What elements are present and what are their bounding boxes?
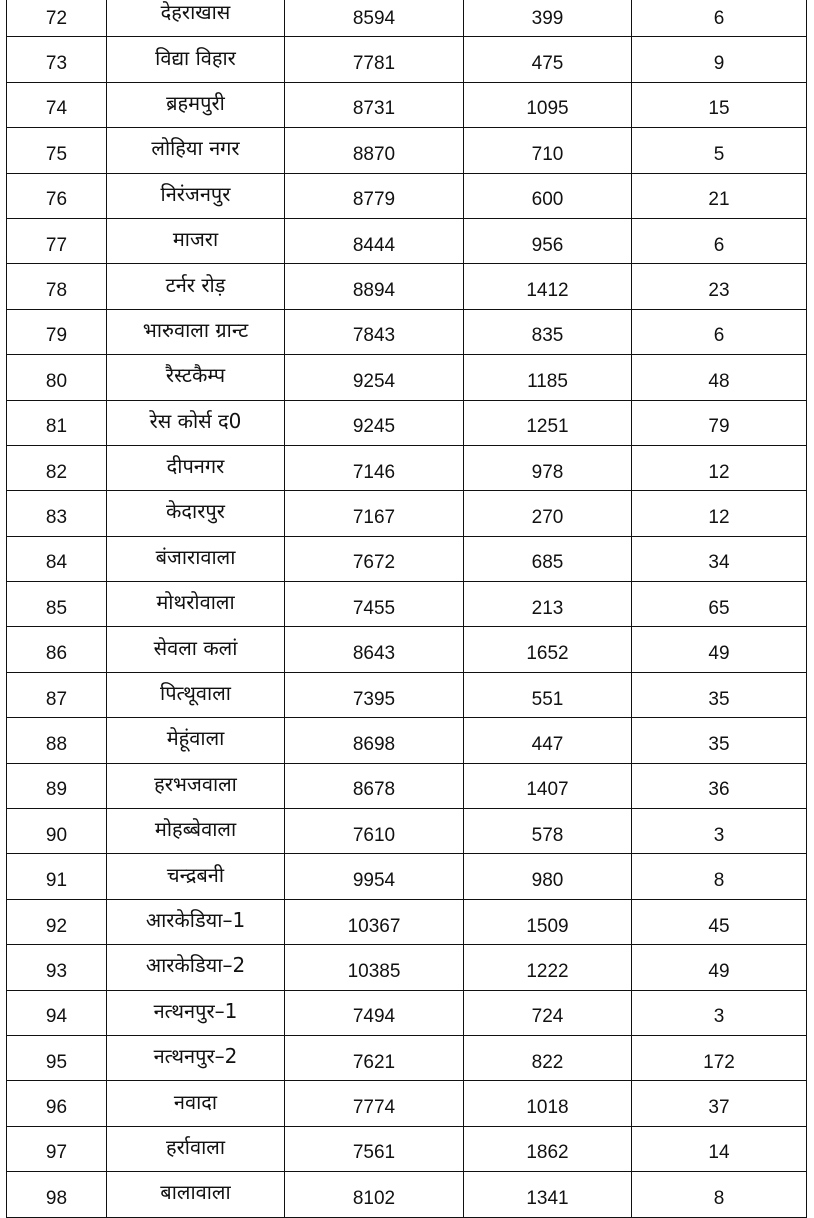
serial-number-cell: 90 [7,809,107,854]
value-col-2-cell: 270 [464,491,632,536]
value-col-1-cell: 8894 [285,264,464,309]
serial-number-cell: 78 [7,264,107,309]
value-col-1-cell: 9954 [285,854,464,899]
value-col-1-cell: 8594 [285,0,464,37]
value-col-3-cell: 15 [632,82,807,127]
value-col-2-cell: 1652 [464,627,632,672]
value-col-1-cell: 8102 [285,1172,464,1217]
value-col-1-cell: 7146 [285,445,464,490]
value-col-3-cell: 79 [632,400,807,445]
value-col-3-cell: 12 [632,445,807,490]
value-col-2-cell: 399 [464,0,632,37]
value-col-2-cell: 724 [464,990,632,1035]
value-col-1-cell: 8870 [285,128,464,173]
value-col-2-cell: 1222 [464,945,632,990]
value-col-1-cell: 7781 [285,37,464,82]
table-row [7,400,807,445]
table-row [7,582,807,627]
ward-data-table [6,0,807,1218]
value-col-1-cell: 10385 [285,945,464,990]
ward-name-cell: ब्रहमपुरी [107,82,285,127]
value-col-2-cell: 578 [464,809,632,854]
table-row [7,355,807,400]
ward-name-cell: हर्रावाला [107,1126,285,1171]
table-row [7,809,807,854]
table-row [7,445,807,490]
serial-number-cell: 81 [7,400,107,445]
serial-number-cell: 93 [7,945,107,990]
ward-name-cell: दीपनगर [107,445,285,490]
serial-number-cell: 72 [7,0,107,37]
table-row [7,1126,807,1171]
serial-number-cell: 92 [7,899,107,944]
table-row [7,491,807,536]
ward-name-cell: पित्थूवाला [107,672,285,717]
value-col-3-cell: 6 [632,218,807,263]
value-col-3-cell: 12 [632,491,807,536]
ward-name-cell: रैस्टकैम्प [107,355,285,400]
value-col-1-cell: 7621 [285,1035,464,1080]
serial-number-cell: 84 [7,536,107,581]
value-col-2-cell: 213 [464,582,632,627]
table-row [7,627,807,672]
ward-name-cell: भारुवाला ग्रान्ट [107,309,285,354]
ward-name-cell: नत्थनपुर–1 [107,990,285,1035]
value-col-3-cell: 3 [632,809,807,854]
table-row [7,218,807,263]
ward-name-cell: हरभजवाला [107,763,285,808]
value-col-2-cell: 710 [464,128,632,173]
value-col-2-cell: 447 [464,718,632,763]
value-col-1-cell: 7672 [285,536,464,581]
serial-number-cell: 97 [7,1126,107,1171]
ward-name-cell: टर्नर रोड़ [107,264,285,309]
value-col-1-cell: 8678 [285,763,464,808]
serial-number-cell: 82 [7,445,107,490]
table-row [7,990,807,1035]
value-col-3-cell: 34 [632,536,807,581]
value-col-1-cell: 8731 [285,82,464,127]
serial-number-cell: 89 [7,763,107,808]
ward-name-cell: मोहब्बेवाला [107,809,285,854]
value-col-2-cell: 1407 [464,763,632,808]
table-row [7,1035,807,1080]
ward-name-cell: माजरा [107,218,285,263]
ward-name-cell: निरंजनपुर [107,173,285,218]
serial-number-cell: 98 [7,1172,107,1217]
serial-number-cell: 96 [7,1081,107,1126]
value-col-2-cell: 1095 [464,82,632,127]
ward-name-cell: नवादा [107,1081,285,1126]
value-col-1-cell: 8643 [285,627,464,672]
serial-number-cell: 74 [7,82,107,127]
value-col-1-cell: 7395 [285,672,464,717]
serial-number-cell: 87 [7,672,107,717]
value-col-1-cell: 8698 [285,718,464,763]
value-col-1-cell: 8779 [285,173,464,218]
serial-number-cell: 79 [7,309,107,354]
ward-name-cell: देहराखास [107,0,285,37]
value-col-3-cell: 49 [632,945,807,990]
ward-name-cell: मेहूंवाला [107,718,285,763]
ward-name-cell: केदारपुर [107,491,285,536]
value-col-3-cell: 35 [632,718,807,763]
value-col-1-cell: 9245 [285,400,464,445]
value-col-2-cell: 956 [464,218,632,263]
table-row [7,1081,807,1126]
value-col-3-cell: 5 [632,128,807,173]
value-col-2-cell: 1412 [464,264,632,309]
ward-name-cell: रेस कोर्स द0 [107,400,285,445]
value-col-3-cell: 23 [632,264,807,309]
ward-name-cell: आरकेडिया–1 [107,899,285,944]
value-col-2-cell: 1341 [464,1172,632,1217]
ward-name-cell: बालावाला [107,1172,285,1217]
value-col-2-cell: 600 [464,173,632,218]
value-col-3-cell: 21 [632,173,807,218]
value-col-1-cell: 9254 [285,355,464,400]
table-row [7,1172,807,1217]
serial-number-cell: 75 [7,128,107,173]
value-col-1-cell: 7494 [285,990,464,1035]
value-col-3-cell: 9 [632,37,807,82]
value-col-3-cell: 14 [632,1126,807,1171]
value-col-3-cell: 8 [632,1172,807,1217]
serial-number-cell: 73 [7,37,107,82]
serial-number-cell: 76 [7,173,107,218]
value-col-3-cell: 36 [632,763,807,808]
serial-number-cell: 86 [7,627,107,672]
value-col-2-cell: 551 [464,672,632,717]
serial-number-cell: 95 [7,1035,107,1080]
value-col-1-cell: 7610 [285,809,464,854]
ward-name-cell: नत्थनपुर–2 [107,1035,285,1080]
value-col-3-cell: 172 [632,1035,807,1080]
serial-number-cell: 85 [7,582,107,627]
value-col-1-cell: 7167 [285,491,464,536]
ward-name-cell: मोथरोवाला [107,582,285,627]
value-col-3-cell: 45 [632,899,807,944]
value-col-2-cell: 822 [464,1035,632,1080]
value-col-3-cell: 3 [632,990,807,1035]
ward-name-cell: सेवला कलां [107,627,285,672]
value-col-3-cell: 6 [632,0,807,37]
value-col-2-cell: 1251 [464,400,632,445]
value-col-2-cell: 835 [464,309,632,354]
value-col-2-cell: 978 [464,445,632,490]
value-col-1-cell: 10367 [285,899,464,944]
table-row [7,763,807,808]
table-row [7,854,807,899]
value-col-1-cell: 7561 [285,1126,464,1171]
table-row [7,264,807,309]
value-col-1-cell: 8444 [285,218,464,263]
table-row [7,672,807,717]
table-row [7,37,807,82]
value-col-2-cell: 1185 [464,355,632,400]
table-row [7,82,807,127]
value-col-2-cell: 475 [464,37,632,82]
table-row [7,173,807,218]
value-col-2-cell: 980 [464,854,632,899]
value-col-3-cell: 6 [632,309,807,354]
ward-name-cell: बंजारावाला [107,536,285,581]
table-row [7,718,807,763]
value-col-2-cell: 1862 [464,1126,632,1171]
value-col-3-cell: 8 [632,854,807,899]
value-col-1-cell: 7843 [285,309,464,354]
value-col-1-cell: 7774 [285,1081,464,1126]
serial-number-cell: 88 [7,718,107,763]
table-row [7,536,807,581]
ward-name-cell: विद्या विहार [107,37,285,82]
value-col-3-cell: 65 [632,582,807,627]
serial-number-cell: 91 [7,854,107,899]
value-col-3-cell: 35 [632,672,807,717]
table-row [7,945,807,990]
table-row [7,0,807,37]
value-col-3-cell: 48 [632,355,807,400]
ward-name-cell: लोहिया नगर [107,128,285,173]
value-col-3-cell: 49 [632,627,807,672]
table-row [7,309,807,354]
table-row [7,899,807,944]
value-col-3-cell: 37 [632,1081,807,1126]
table-body [7,0,807,1217]
value-col-2-cell: 685 [464,536,632,581]
table-row [7,128,807,173]
ward-name-cell: आरकेडिया–2 [107,945,285,990]
value-col-2-cell: 1018 [464,1081,632,1126]
serial-number-cell: 83 [7,491,107,536]
serial-number-cell: 94 [7,990,107,1035]
ward-name-cell: चन्द्रबनी [107,854,285,899]
serial-number-cell: 77 [7,218,107,263]
value-col-2-cell: 1509 [464,899,632,944]
value-col-1-cell: 7455 [285,582,464,627]
serial-number-cell: 80 [7,355,107,400]
